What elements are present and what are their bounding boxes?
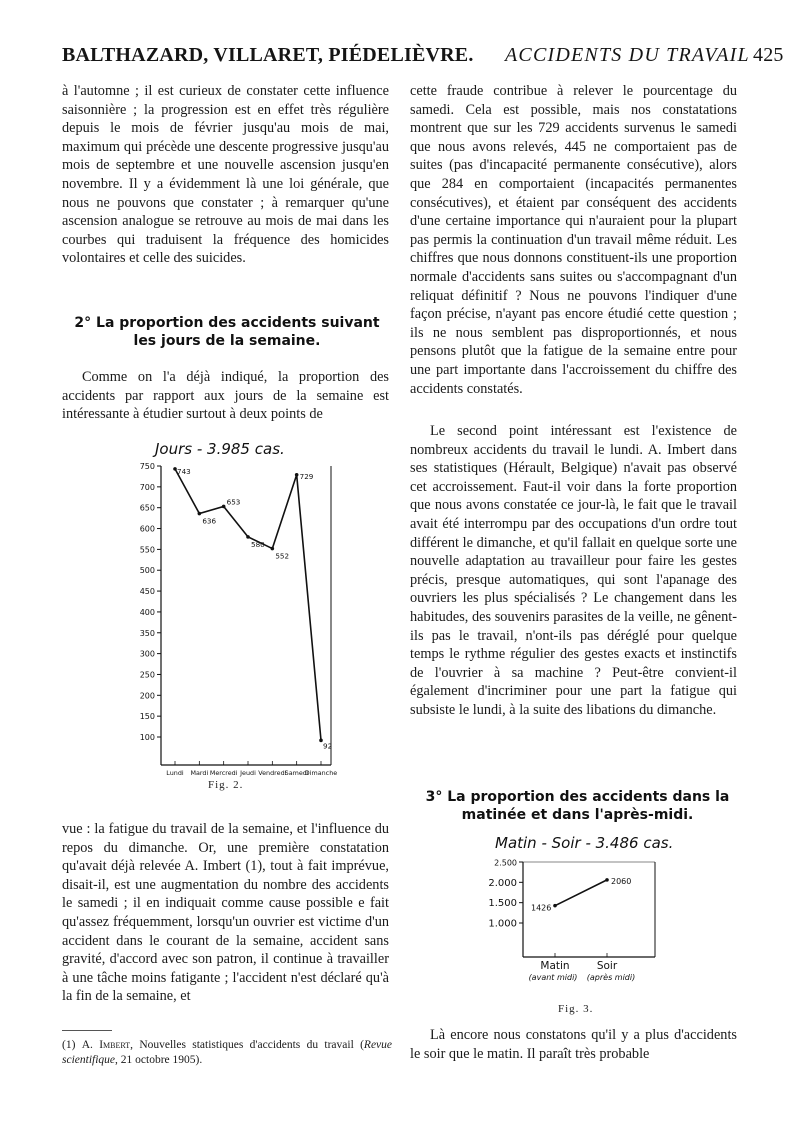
fig2-y-tick-label: 550 <box>139 545 155 555</box>
header-authors: BALTHAZARD, VILLARET, PIÉDELIÈVRE. <box>62 44 474 66</box>
fig3-line-path <box>555 880 607 906</box>
fig2-y-tick-label: 400 <box>139 607 155 617</box>
right-paragraph-2: Le second point intéressant est l'existence de nombreux accidents du travail le lundi. A. Imbert dans ses statistiques (Hérault, Belgique) n'avait pas observé cet accroissement. Faut-il voir dans la forte proportion que nous avons constatée ce jour-là, le fait que le travail avait été interrompu par des occupations d'un ordre tout différent le dimanche, et qu'il fallait en quelque sorte une nouvelle adaptation au travailleur pour faire les gestes précis, presque automatiques, qui sont l'apanage des ouvriers les plus spécialisés ? Le changement dans les habitudes, des souvenirs parasites de la veille, ne gênent-ils pas le travail, n'ont-ils pas déréglé pour quelque temps le rythme régulier des gestes exacts et instinctifs de l'ouvrier à sa machine ? Peut-être convient-il également d'incriminer pour une part la fatigue qui subsiste le lundi, à la suite des libations du dimanche. <box>410 423 737 718</box>
fig2-data-point <box>222 505 226 509</box>
fig2-y-tick-label: 750 <box>139 462 155 471</box>
fig3-data-point <box>553 904 557 908</box>
section-2-title: 2° La proportion des accidents suivant les jours de la semaine. <box>74 315 380 349</box>
footnote-author: A. Imbert <box>81 1039 131 1051</box>
running-header <box>50 44 784 70</box>
left-paragraph-1: à l'automne ; il est curieux de constater cette influence saisonnière ; la progression est en effet très régulière depuis le mois de février jusqu'au mois de mai, maximum qui précède une descente progressive jusqu'au mois de septembre et une nouvelle ascension jusqu'en novembre. Il y a évidemment là une loi générale, que nous ne pouvons que constater ; à remarquer qu'une ascension analogue se retrouve au mois de mai dans les courbes qui traduisent la fréquence des homicides volontaires et celle des suicides. <box>62 83 389 267</box>
fig2-x-tick-label: Samedi <box>284 769 309 777</box>
fig3-data-label: 2060 <box>611 876 632 886</box>
fig2-x-ticks <box>166 761 337 777</box>
fig2-y-tick-label: 100 <box>139 733 155 742</box>
fig3-data-point <box>605 878 609 882</box>
left-paragraph-2: Comme on l'a déjà indiqué, la proportion des accidents par rapport aux jours de la semaine est intéressante à étudier surtout à deux points de <box>62 369 389 423</box>
fig2-x-tick-label: Mardi <box>190 769 209 777</box>
right-paragraph-3: Là encore nous constatons qu'il y a plus d'accidents le soir que le matin. Il paraît très probable <box>410 1027 737 1062</box>
fig2-y-tick-label: 650 <box>139 503 155 513</box>
fig3-y-ticks <box>488 859 523 930</box>
right-paragraph-1: cette fraude contribue à relever le pourcentage du samedi. Cela est possible, mais nos constatations montrent que sur les 729 accidents survenus le samedi que nous avons relevés, 445 ne comportaient pas de suites (pas d'incapacité permanente consécutive), alors que 284 en comportaient (incapacités permanentes consécutives), et étaient par conséquent des accidents d'une certaine importance qui n'auraient pour la plupart pas permis la continuation d'un travail même réduit. Les chiffres que nous donnons constituent-ils une proportion normale d'accidents sans suites ou s'accompagnant d'un reliquat définitif ? Nous ne pouvons l'indiquer d'une façon précise, n'ayant pas encore étudié cette question ; ils ne nous semblent pas disproportionnés, et nous pensons plutôt que la fatigue de la semaine entre pour une part importante dans l'accroissement du chiffre des accidents constatés. <box>410 83 737 397</box>
fig2-data-label: 580 <box>251 539 265 549</box>
fig2-data-label: 653 <box>226 497 241 507</box>
footnote-journal: Revue scientifique <box>62 1039 393 1066</box>
fig3-y-tick-label: 2.500 <box>494 858 517 868</box>
footnote-rule <box>62 1030 112 1031</box>
fig3-caption: Fig. 3. <box>558 1003 594 1015</box>
fig3-y-tick-label: 1.500 <box>488 898 517 910</box>
left-paragraph-3: vue : la fatigue du travail de la semaine, et l'influence du repos du dimanche. Or, une première constatation qu'avait déjà relevée A. Imbert (1), tout à fait imprévue, disait-il, est une augmentation du nombre des accidents le samedi ; il en indiquait comme cause possible e fait qu'assez fréquemment, lorsqu'un ouvrier est victime d'un accident dans le courant de la semaine, accident sans gravité, d'accord avec son patron, il continue à travailler à une tâche moins fatigante ; l'accident n'est déclaré qu'à la fin de la semaine, et <box>62 821 389 1005</box>
footnote-text: , Nouvelles statistiques d'accidents du travail ( <box>130 1039 364 1051</box>
fig2-days-chart <box>125 432 345 777</box>
fig3-title: Matin - Soir - 3.486 cas. <box>495 834 674 852</box>
fig3-data-label: 1426 <box>531 903 552 913</box>
fig2-data-point <box>198 512 202 516</box>
fig2-x-tick-label: Dimanche <box>304 769 338 777</box>
fig2-data-label: 552 <box>275 551 290 561</box>
fig2-data-point <box>295 473 299 477</box>
fig2-data-label: 636 <box>202 516 217 526</box>
fig3-x-tick-label: Matin <box>540 960 570 972</box>
fig2-x-tick-label: Jeudi <box>240 769 256 777</box>
fig2-x-tick-label: Vendredi <box>258 769 287 777</box>
footnote <box>62 1038 392 1068</box>
fig2-series-line <box>175 466 321 740</box>
fig2-y-tick-label: 300 <box>139 649 155 659</box>
fig3-y-tick-label: 2.000 <box>488 877 517 889</box>
fig2-data-label: 92 <box>323 741 333 751</box>
fig2-y-tick-label: 700 <box>139 482 155 492</box>
fig2-x-tick-label: Lundi <box>166 769 184 777</box>
header-title: ACCIDENTS DU TRAVAIL <box>505 44 750 66</box>
fig2-y-tick-label: 200 <box>139 691 155 701</box>
fig3-y-tick-label: 1.000 <box>488 918 517 930</box>
fig2-line-path <box>175 466 321 740</box>
fig2-y-tick-label: 500 <box>139 566 155 576</box>
fig2-data-point <box>271 547 275 551</box>
fig2-y-tick-label: 150 <box>139 712 155 722</box>
footnote-date: , 21 octobre 1905). <box>115 1054 203 1066</box>
page-number: 425 <box>753 44 784 66</box>
fig2-data-point <box>246 535 250 539</box>
footnote-marker: (1) <box>62 1039 76 1051</box>
fig3-x-tick-sublabel: (avant midi) <box>528 973 578 982</box>
fig2-y-tick-label: 250 <box>139 670 155 680</box>
fig2-y-tick-label: 450 <box>139 587 155 597</box>
fig2-title: Jours - 3.985 cas. <box>155 440 285 458</box>
fig2-x-tick-label: Mercredi <box>209 769 238 777</box>
fig2-caption: Fig. 2. <box>208 779 244 791</box>
fig2-data-label: 729 <box>299 471 314 481</box>
fig3-x-tick-sublabel: (après midi) <box>586 973 636 982</box>
fig2-data-label: 743 <box>177 466 191 476</box>
section-3-title: 3° La proportion des accidents dans la matinée et dans l'après-midi. <box>425 789 730 823</box>
fig3-matin-soir-chart <box>455 828 675 996</box>
fig3-points <box>531 877 631 913</box>
fig2-y-tick-label: 600 <box>139 524 155 534</box>
fig2-axes <box>161 466 331 765</box>
fig3-x-tick-label: Soir <box>596 960 618 972</box>
fig3-series-line <box>555 880 607 906</box>
fig2-y-ticks <box>140 462 161 742</box>
fig2-y-tick-label: 350 <box>139 628 155 638</box>
